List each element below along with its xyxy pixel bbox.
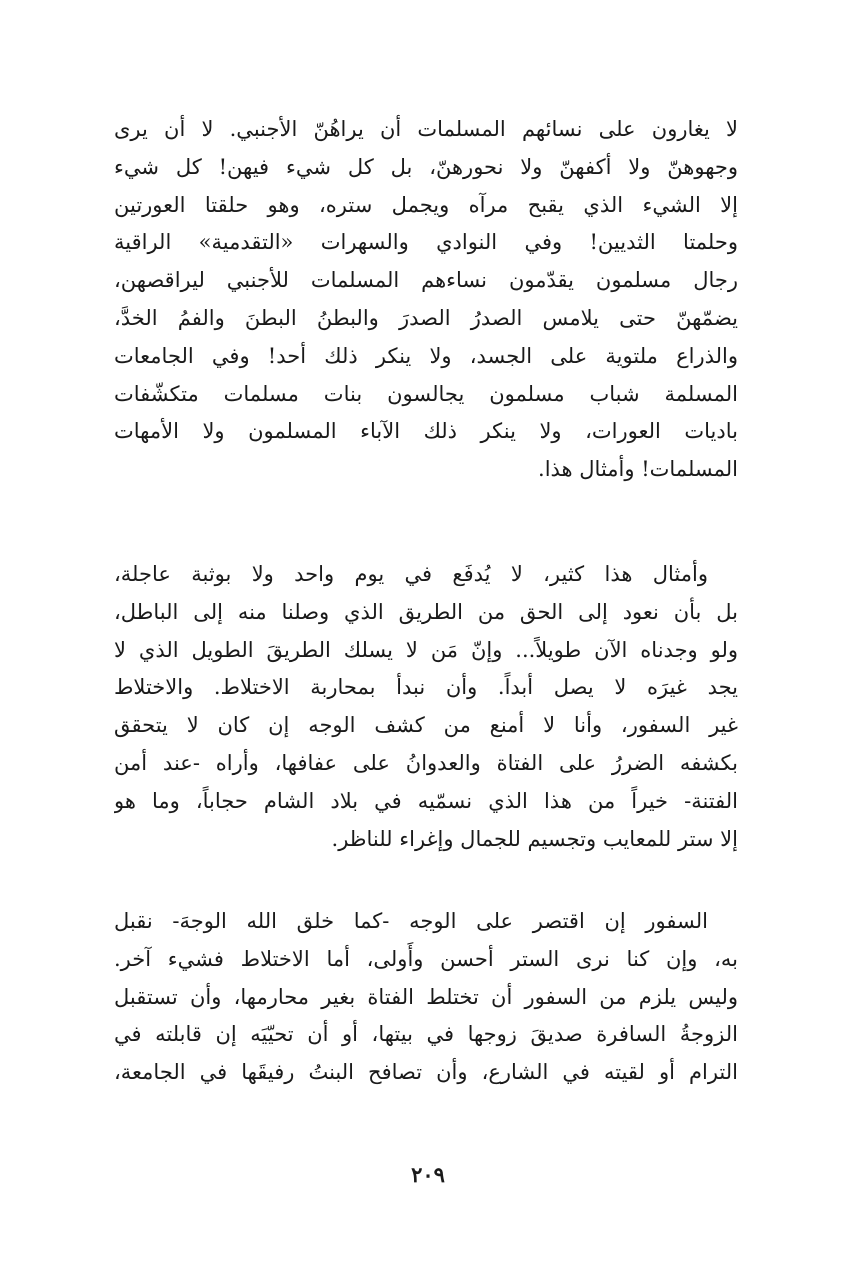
paragraph-1 xyxy=(114,111,738,489)
text-line: المسلمة شباب مسلمون يجالسون بنات مسلمات متكشّفات xyxy=(114,381,738,406)
text-line: بل بأن نعود إلى الحق من الطريق الذي وصلنا منه إلى الباطل، xyxy=(114,599,738,624)
text-line: والذراع ملتوية على الجسد، ولا ينكر ذلك أحد! وفي الجامعات xyxy=(114,343,738,368)
text-line: السفور إن اقتصر على الوجه -كما خلق الله الوجهَ- نقبل xyxy=(114,909,708,933)
text-line: الترام أو لقيته في الشارع، وأن تصافح البنتُ رفيقَها في الجامعة، xyxy=(114,1060,738,1085)
text-line: باديات العورات، ولا ينكر ذلك الآباء المسلمون ولا الأمهات xyxy=(114,419,738,444)
text-line: وليس يلزم من السفور أن تختلط الفتاة بغير محارمها، وأن تستقبل xyxy=(114,984,738,1009)
text-line: وجهوهنّ ولا أكفهنّ ولا نحورهنّ، بل كل شيء فيهن! كل شيء xyxy=(114,154,738,179)
text-line: وأمثال هذا كثير، لا يُدفَع في يوم واحد ولا بوثبة عاجلة، xyxy=(114,562,708,586)
paragraph-2 xyxy=(114,556,738,858)
text-line: يضمّهنّ حتى يلامس الصدرُ الصدرَ والبطنُ البطنَ والفمُ الخدَّ، xyxy=(114,305,738,330)
paragraph-3 xyxy=(114,903,738,1092)
text-line: المسلمات! وأمثال هذا. xyxy=(538,457,738,482)
text-line: يجد غيرَه لا يصل أبداً. وأن نبدأ بمحاربة الاختلاط. والاختلاط xyxy=(114,675,738,700)
text-line: به، وإن كنا نرى الستر أحسن وأَولى، أما الاختلاط فشيء آخر. xyxy=(114,946,738,971)
text-line: رجال مسلمون يقدّمون نساءهم المسلمات للأجنبي ليراقصهن، xyxy=(114,268,738,293)
text-line: إلا الشيء الذي يقبح مرآه ويجمل ستره، وهو حلقتا العورتين xyxy=(114,192,738,217)
text-line: الفتنة- خيراً من هذا الذي نسمّيه في بلاد الشام حجاباً، وما هو xyxy=(114,788,738,813)
text-line: ولو وجدناه الآن طويلاً... وإنّ مَن لا يسلك الطريقَ الطويل الذي لا xyxy=(114,637,738,662)
text-line: لا يغارون على نسائهم المسلمات أن يراهُنّ الأجنبي. لا أن يرى xyxy=(114,117,738,141)
text-line: بكشفه الضررُ على الفتاة والعدوانُ على عفافها، وأراه -عند أمن xyxy=(114,750,738,775)
text-line: غير السفور، وأنا لا أمنع من كشف الوجه إن كان لا يتحقق xyxy=(114,713,738,738)
text-line: وحلمتا الثديين! وفي النوادي والسهرات «التقدمية» الراقية xyxy=(114,230,738,255)
text-line: إلا ستر للمعايب وتجسيم للجمال وإغراء للناظر. xyxy=(331,826,738,851)
page-number: ٢٠٩ xyxy=(411,1162,445,1187)
text-line: الزوجةُ السافرة صديقَ زوجها في بيتها، أو أن تحيّيَه إن قابلته في xyxy=(114,1022,738,1047)
